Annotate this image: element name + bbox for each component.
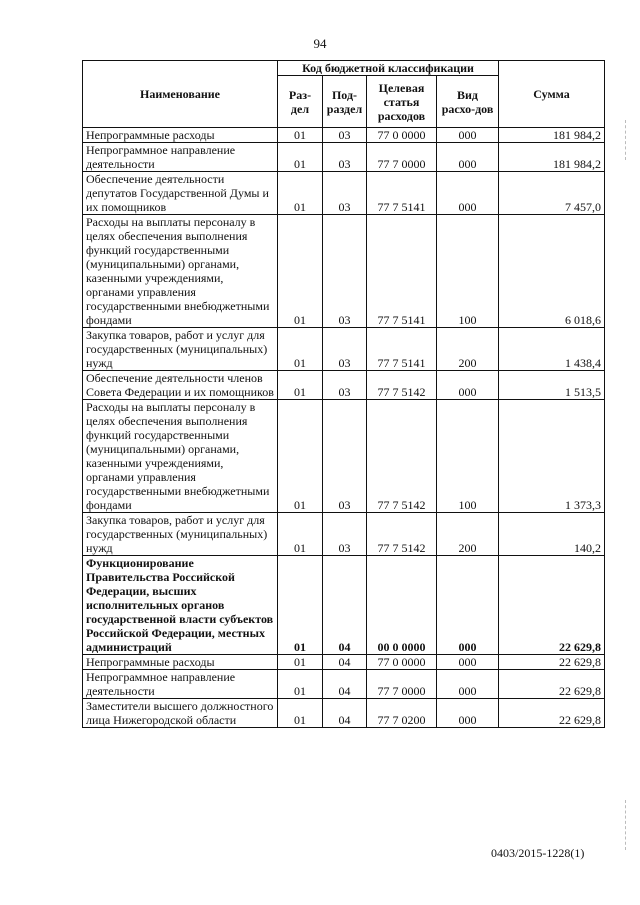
row-razdel: 01 [278,215,323,328]
table-row [83,371,605,400]
row-podrazdel: 04 [323,670,367,699]
header-statya: Целевая статья расходов [367,76,437,128]
header-razdel: Раз-дел [278,76,323,128]
row-sum: 1 373,3 [499,400,605,513]
row-podrazdel: 03 [323,328,367,371]
header-sum: Сумма [499,61,605,128]
row-razdel: 01 [278,172,323,215]
header-vid: Вид расхо-дов [437,76,499,128]
row-vid: 000 [437,172,499,215]
table-row [83,128,605,143]
row-razdel: 01 [278,670,323,699]
row-vid: 000 [437,670,499,699]
margin-mark [622,800,626,850]
row-name: Заместители высшего должностного лица Нижегородской области [83,699,278,728]
table-row-section [83,556,605,655]
row-sum: 22 629,8 [499,655,605,670]
row-statya: 00 0 0000 [367,556,437,655]
table-row [83,172,605,215]
row-sum: 22 629,8 [499,670,605,699]
row-podrazdel: 03 [323,143,367,172]
table-row [83,513,605,556]
row-name: Непрограммные расходы [83,655,278,670]
row-vid: 200 [437,328,499,371]
row-sum: 22 629,8 [499,699,605,728]
row-podrazdel: 03 [323,371,367,400]
row-razdel: 01 [278,328,323,371]
margin-mark [622,120,626,160]
header-name: Наименование [83,61,278,128]
row-statya: 77 7 0000 [367,670,437,699]
row-vid: 000 [437,143,499,172]
row-statya: 77 7 5141 [367,215,437,328]
row-statya: 77 7 5141 [367,172,437,215]
row-sum: 6 018,6 [499,215,605,328]
row-razdel: 01 [278,699,323,728]
row-statya: 77 7 5141 [367,328,437,371]
row-vid: 100 [437,400,499,513]
table-row [83,655,605,670]
row-razdel: 01 [278,655,323,670]
row-razdel: 01 [278,371,323,400]
header-podrazdel: Под-раздел [323,76,367,128]
row-name: Обеспечение деятельности членов Совета Федерации и их помощников [83,371,278,400]
table-row [83,670,605,699]
header-code-group: Код бюджетной классификации [278,61,499,76]
row-sum: 1 513,5 [499,371,605,400]
table-row [83,215,605,328]
row-vid: 000 [437,128,499,143]
row-sum: 181 984,2 [499,143,605,172]
row-name: Обеспечение деятельности депутатов Государственной Думы и их помощников [83,172,278,215]
row-statya: 77 7 5142 [367,371,437,400]
row-podrazdel: 04 [323,655,367,670]
row-podrazdel: 03 [323,215,367,328]
row-razdel: 01 [278,513,323,556]
row-statya: 77 7 5142 [367,400,437,513]
row-razdel: 01 [278,556,323,655]
row-vid: 000 [437,556,499,655]
row-vid: 000 [437,655,499,670]
row-name: Функционирование Правительства Российской Федерации, высших исполнительных органов государственной власти субъектов Российской Федерации, местных администраций [83,556,278,655]
row-name: Расходы на выплаты персоналу в целях обеспечения выполнения функций государственными (муниципальными) органами, казенными учреждениями, органами управления государственными внебюджетными фондами [83,400,278,513]
row-podrazdel: 03 [323,400,367,513]
row-vid: 100 [437,215,499,328]
row-podrazdel: 03 [323,172,367,215]
table-row [83,400,605,513]
row-podrazdel: 04 [323,556,367,655]
row-sum: 1 438,4 [499,328,605,371]
row-name: Расходы на выплаты персоналу в целях обеспечения выполнения функций государственными (муниципальными) органами, казенными учреждениями, органами управления государственными внебюджетными фондами [83,215,278,328]
row-podrazdel: 03 [323,128,367,143]
row-name: Непрограммные расходы [83,128,278,143]
row-vid: 000 [437,699,499,728]
row-statya: 77 7 5142 [367,513,437,556]
row-statya: 77 7 0000 [367,143,437,172]
row-sum: 181 984,2 [499,128,605,143]
row-podrazdel: 04 [323,699,367,728]
row-sum: 140,2 [499,513,605,556]
row-sum: 7 457,0 [499,172,605,215]
budget-table [82,60,605,728]
table-row [83,328,605,371]
table-row [83,143,605,172]
row-razdel: 01 [278,400,323,513]
row-podrazdel: 03 [323,513,367,556]
row-vid: 000 [437,371,499,400]
row-statya: 77 7 0200 [367,699,437,728]
table-row [83,699,605,728]
row-name: Непрограммное направление деятельности [83,143,278,172]
row-razdel: 01 [278,143,323,172]
row-statya: 77 0 0000 [367,128,437,143]
document-code: 0403/2015-1228(1) [491,846,585,860]
row-name: Закупка товаров, работ и услуг для государственных (муниципальных) нужд [83,513,278,556]
page-number: 94 [313,36,327,51]
row-sum: 22 629,8 [499,556,605,655]
row-name: Закупка товаров, работ и услуг для государственных (муниципальных) нужд [83,328,278,371]
row-statya: 77 0 0000 [367,655,437,670]
row-name: Непрограммное направление деятельности [83,670,278,699]
row-razdel: 01 [278,128,323,143]
row-vid: 200 [437,513,499,556]
